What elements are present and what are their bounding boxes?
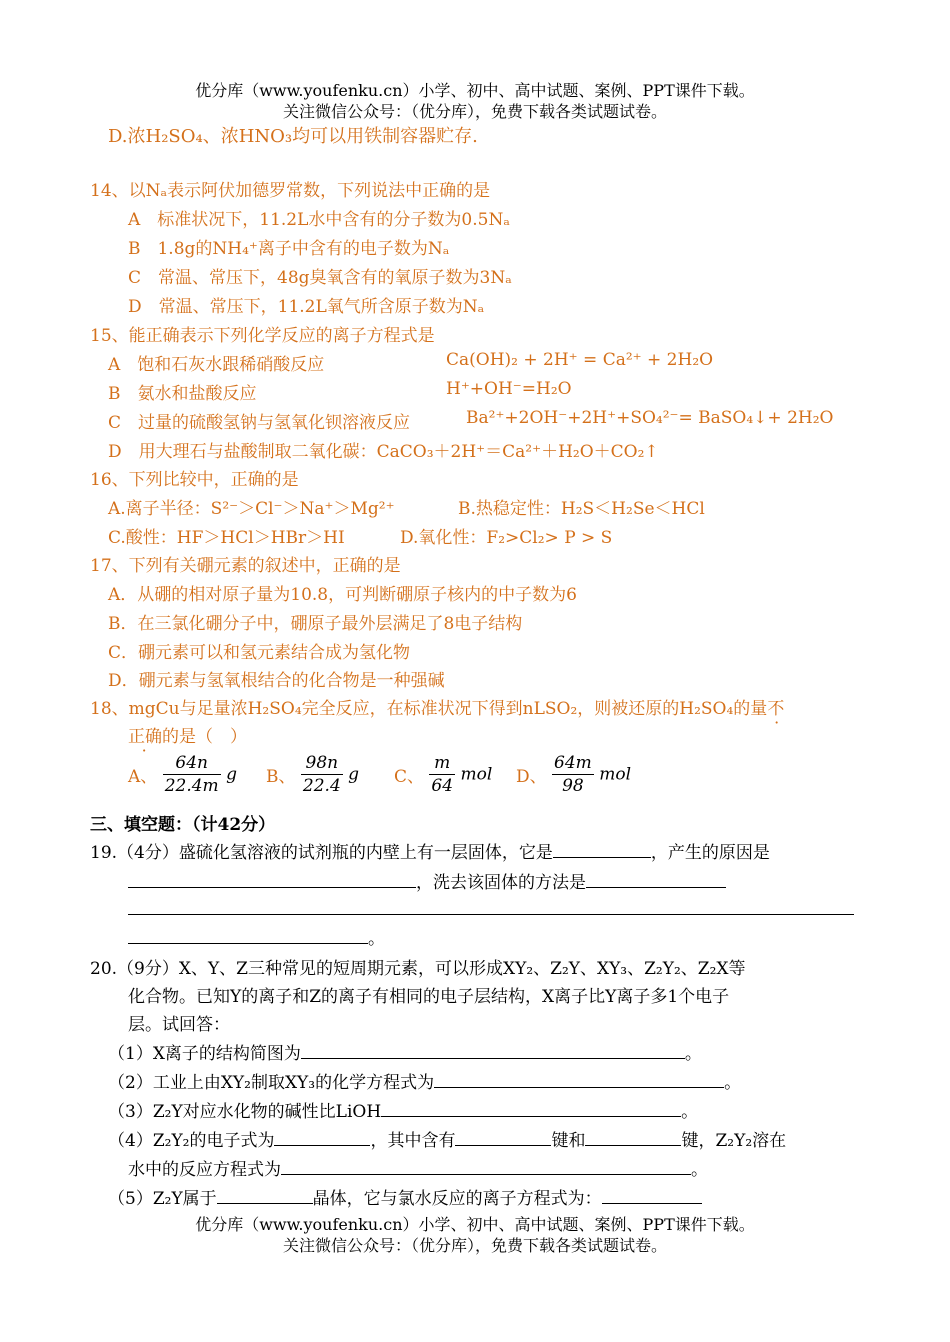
q20-sub-5 (108, 1184, 702, 1209)
q18-c-fraction (429, 752, 455, 797)
q20-sub-3-period: 。 (681, 1102, 699, 1122)
q20-sub-2-period: 。 (724, 1073, 742, 1093)
q13-option-d: D.浓H₂SO₄、浓HNO₃均可以用铁制容器贮存. (108, 126, 478, 147)
q20-sub-4-text-d: 键，Z₂Y₂溶在 (681, 1131, 787, 1151)
q18-stem-line-2 (128, 722, 247, 747)
q16-option-d: D.氧化性：F₂>Cl₂> P > S (400, 528, 613, 548)
q17-option-d: D．硼元素与氢氧根结合的化合物是一种强碱 (108, 671, 445, 691)
footer-line-2: 关注微信公众号：（优分库），免费下载各类试题试卷。 (282, 1236, 667, 1255)
q20-sub-2 (108, 1068, 741, 1093)
q19-line-4 (128, 924, 385, 949)
q18-emphasis-1: 不 (767, 699, 785, 719)
q17-stem: 17、下列有关硼元素的叙述中，正确的是 (90, 556, 401, 576)
q19-blank-5[interactable] (128, 927, 368, 944)
q20-sub-4-text-a: （4）Z₂Y₂的电子式为 (108, 1131, 275, 1151)
q20-sub-1 (108, 1039, 702, 1064)
q19-blank-2[interactable] (128, 871, 416, 888)
q20-sub-4-blank-3[interactable] (585, 1129, 681, 1146)
q18-b-fraction (301, 752, 343, 797)
q18-a-fraction (163, 752, 221, 797)
section-3-title: 三、填空题：（计42分） (90, 815, 276, 835)
q20-sub-5-blank-1[interactable] (217, 1187, 313, 1204)
q18-d-numerator: 64m (554, 753, 592, 773)
q15-option-b-equation: H⁺+OH⁻=H₂O (446, 379, 572, 399)
q20-sub-1-blank[interactable] (301, 1042, 685, 1059)
q20-sub-4-blank-4[interactable] (281, 1158, 691, 1175)
q18-option-a (128, 752, 237, 797)
q16-stem: 16、下列比较中，正确的是 (90, 470, 299, 490)
footer-line-1: 优分库（www.youfenku.cn）小学、初中、高中试题、案例、PPT课件下载。 (195, 1215, 755, 1234)
q18-option-b (266, 752, 359, 797)
q17-option-b: B．在三氯化硼分子中，硼原子最外层满足了8电子结构 (108, 614, 523, 634)
q19-blank-1[interactable] (553, 841, 651, 858)
q18-stem-tail: 的是（ ） (162, 727, 247, 747)
q20-sub-5-text-b: 晶体，它与氯水反应的离子方程式为： (312, 1189, 602, 1209)
q20-sub-5-blank-2[interactable] (602, 1187, 702, 1204)
q18-b-label: B、 (266, 767, 296, 787)
q19-text-2: ，产生的原因是 (650, 843, 770, 863)
q15-option-c-equation: Ba²⁺+2OH⁻+2H⁺+SO₄²⁻= BaSO₄↓+ 2H₂O (466, 408, 834, 428)
q20-sub-5-text-a: （5）Z₂Y属于 (108, 1189, 217, 1209)
q20-sub-4-blank-1[interactable] (274, 1129, 370, 1146)
q16-option-b: B.热稳定性：H₂S＜H₂Se＜HCl (458, 499, 705, 519)
q18-c-unit: mol (460, 764, 493, 785)
q15-option-a-equation: Ca(OH)₂ + 2H⁺ = Ca²⁺ + 2H₂O (446, 350, 714, 370)
q16-option-c: C.酸性：HF＞HCl＞HBr＞HI (108, 528, 345, 548)
q17-option-a: A．从硼的相对原子量为10.8，可判断硼原子核内的中子数为6 (108, 585, 577, 605)
q20-line-1: 20.（9分）X、Y、Z三种常见的短周期元素，可以形成XY₂、Z₂Y、XY₃、Z₂Y₂、Z₂X等 (90, 959, 746, 979)
q15-option-b-text: B 氨水和盐酸反应 (108, 384, 257, 404)
q20-line-2: 化合物。已知Y的离子和Z的离子有相同的电子层结构，X离子比Y离子多1个电子 (128, 987, 730, 1007)
q20-sub-4-period: 。 (691, 1160, 708, 1180)
q20-sub-4-blank-2[interactable] (455, 1129, 551, 1146)
q20-sub-4-text-c: 键和 (551, 1131, 586, 1151)
q20-sub-2-text: （2）工业上由XY₂制取XY₃的化学方程式为 (108, 1073, 435, 1093)
q18-option-c (394, 752, 492, 797)
q18-b-numerator: 98n (305, 753, 339, 773)
q17-option-c: C．硼元素可以和氢元素结合成为氢化物 (108, 643, 411, 663)
q20-sub-3 (108, 1097, 698, 1122)
q16-option-a: A.离子半径：S²⁻＞Cl⁻＞Na⁺＞Mg²⁺ (108, 499, 395, 519)
q20-line-3: 层。试回答： (128, 1015, 230, 1035)
q18-a-numerator: 64n (175, 753, 208, 773)
q20-sub-4-text-b: ，其中含有 (370, 1131, 456, 1151)
q20-sub-3-text: （3）Z₂Y对应水化物的碱性比LiOH (108, 1102, 382, 1122)
q18-a-unit: g (226, 764, 237, 785)
q18-c-numerator: m (434, 753, 451, 773)
q20-sub-4-line-1 (108, 1126, 786, 1151)
q18-a-denominator: 22.4m (164, 776, 219, 796)
q15-option-a-text: A 饱和石灰水跟稀硝酸反应 (108, 355, 325, 375)
q19-text-3: ，洗去该固体的方法是 (416, 873, 586, 893)
q19-period: 。 (368, 929, 385, 949)
q19-line-2 (128, 868, 726, 893)
q20-sub-1-text: （1）X离子的结构简图为 (108, 1044, 301, 1064)
q19-blank-4[interactable] (128, 898, 854, 915)
q19-line-1 (90, 838, 770, 863)
q18-d-label: D、 (516, 767, 547, 787)
q18-option-d (516, 752, 631, 797)
q20-sub-1-period: 。 (684, 1044, 702, 1064)
q20-sub-4-text-e: 水中的反应方程式为 (128, 1160, 281, 1180)
q14-option-d: D 常温、常压下，11.2L氧气所含原子数为Nₐ (128, 297, 485, 317)
q20-sub-4-line-2 (128, 1155, 708, 1180)
q18-d-denominator: 98 (552, 774, 594, 797)
q20-sub-2-blank[interactable] (434, 1071, 724, 1088)
q14-option-b: B 1.8g的NH₄⁺离子中含有的电子数为Nₐ (128, 239, 450, 259)
q15-option-d: D 用大理石与盐酸制取二氧化碳：CaCO₃＋2H⁺＝Ca²⁺＋H₂O＋CO₂↑ (108, 442, 659, 462)
q18-c-denominator: 64 (431, 776, 454, 796)
q18-b-denominator: 22.4 (302, 776, 341, 796)
q15-stem: 15、能正确表示下列化学反应的离子方程式是 (90, 326, 435, 346)
q14-stem: 14、以Nₐ表示阿伏加德罗常数，下列说法中正确的是 (90, 181, 491, 201)
header-line-2: 关注微信公众号：（优分库），免费下载各类试题试卷。 (282, 102, 667, 121)
q20-sub-3-blank[interactable] (381, 1100, 681, 1117)
q19-text-1: 19.（4分）盛硫化氢溶液的试剂瓶的内壁上有一层固体，它是 (90, 843, 553, 863)
q19-blank-3[interactable] (586, 871, 726, 888)
q18-a-label: A、 (128, 767, 158, 787)
q18-b-unit: g (348, 764, 360, 785)
q14-option-c: C 常温、常压下，48g臭氧含有的氧原子数为3Nₐ (128, 268, 512, 288)
q15-option-c-text: C 过量的硫酸氢钠与氢氧化钡溶液反应 (108, 413, 411, 433)
q18-d-unit: mol (599, 764, 632, 785)
q18-c-label: C、 (394, 767, 425, 787)
header-line-1: 优分库（www.youfenku.cn）小学、初中、高中试题、案例、PPT课件下载。 (195, 81, 755, 100)
q18-d-fraction (552, 752, 594, 797)
q18-stem-text: 18、mgCu与足量浓H₂SO₄完全反应，在标准状况下得到nLSO₂，则被还原的H₂SO₄的量 (90, 699, 768, 719)
q18-stem-line-1 (90, 694, 784, 719)
q14-option-a: A 标准状况下，11.2L水中含有的分子数为0.5Nₐ (128, 210, 510, 230)
q18-emphasis-2: 正确 (128, 727, 162, 747)
